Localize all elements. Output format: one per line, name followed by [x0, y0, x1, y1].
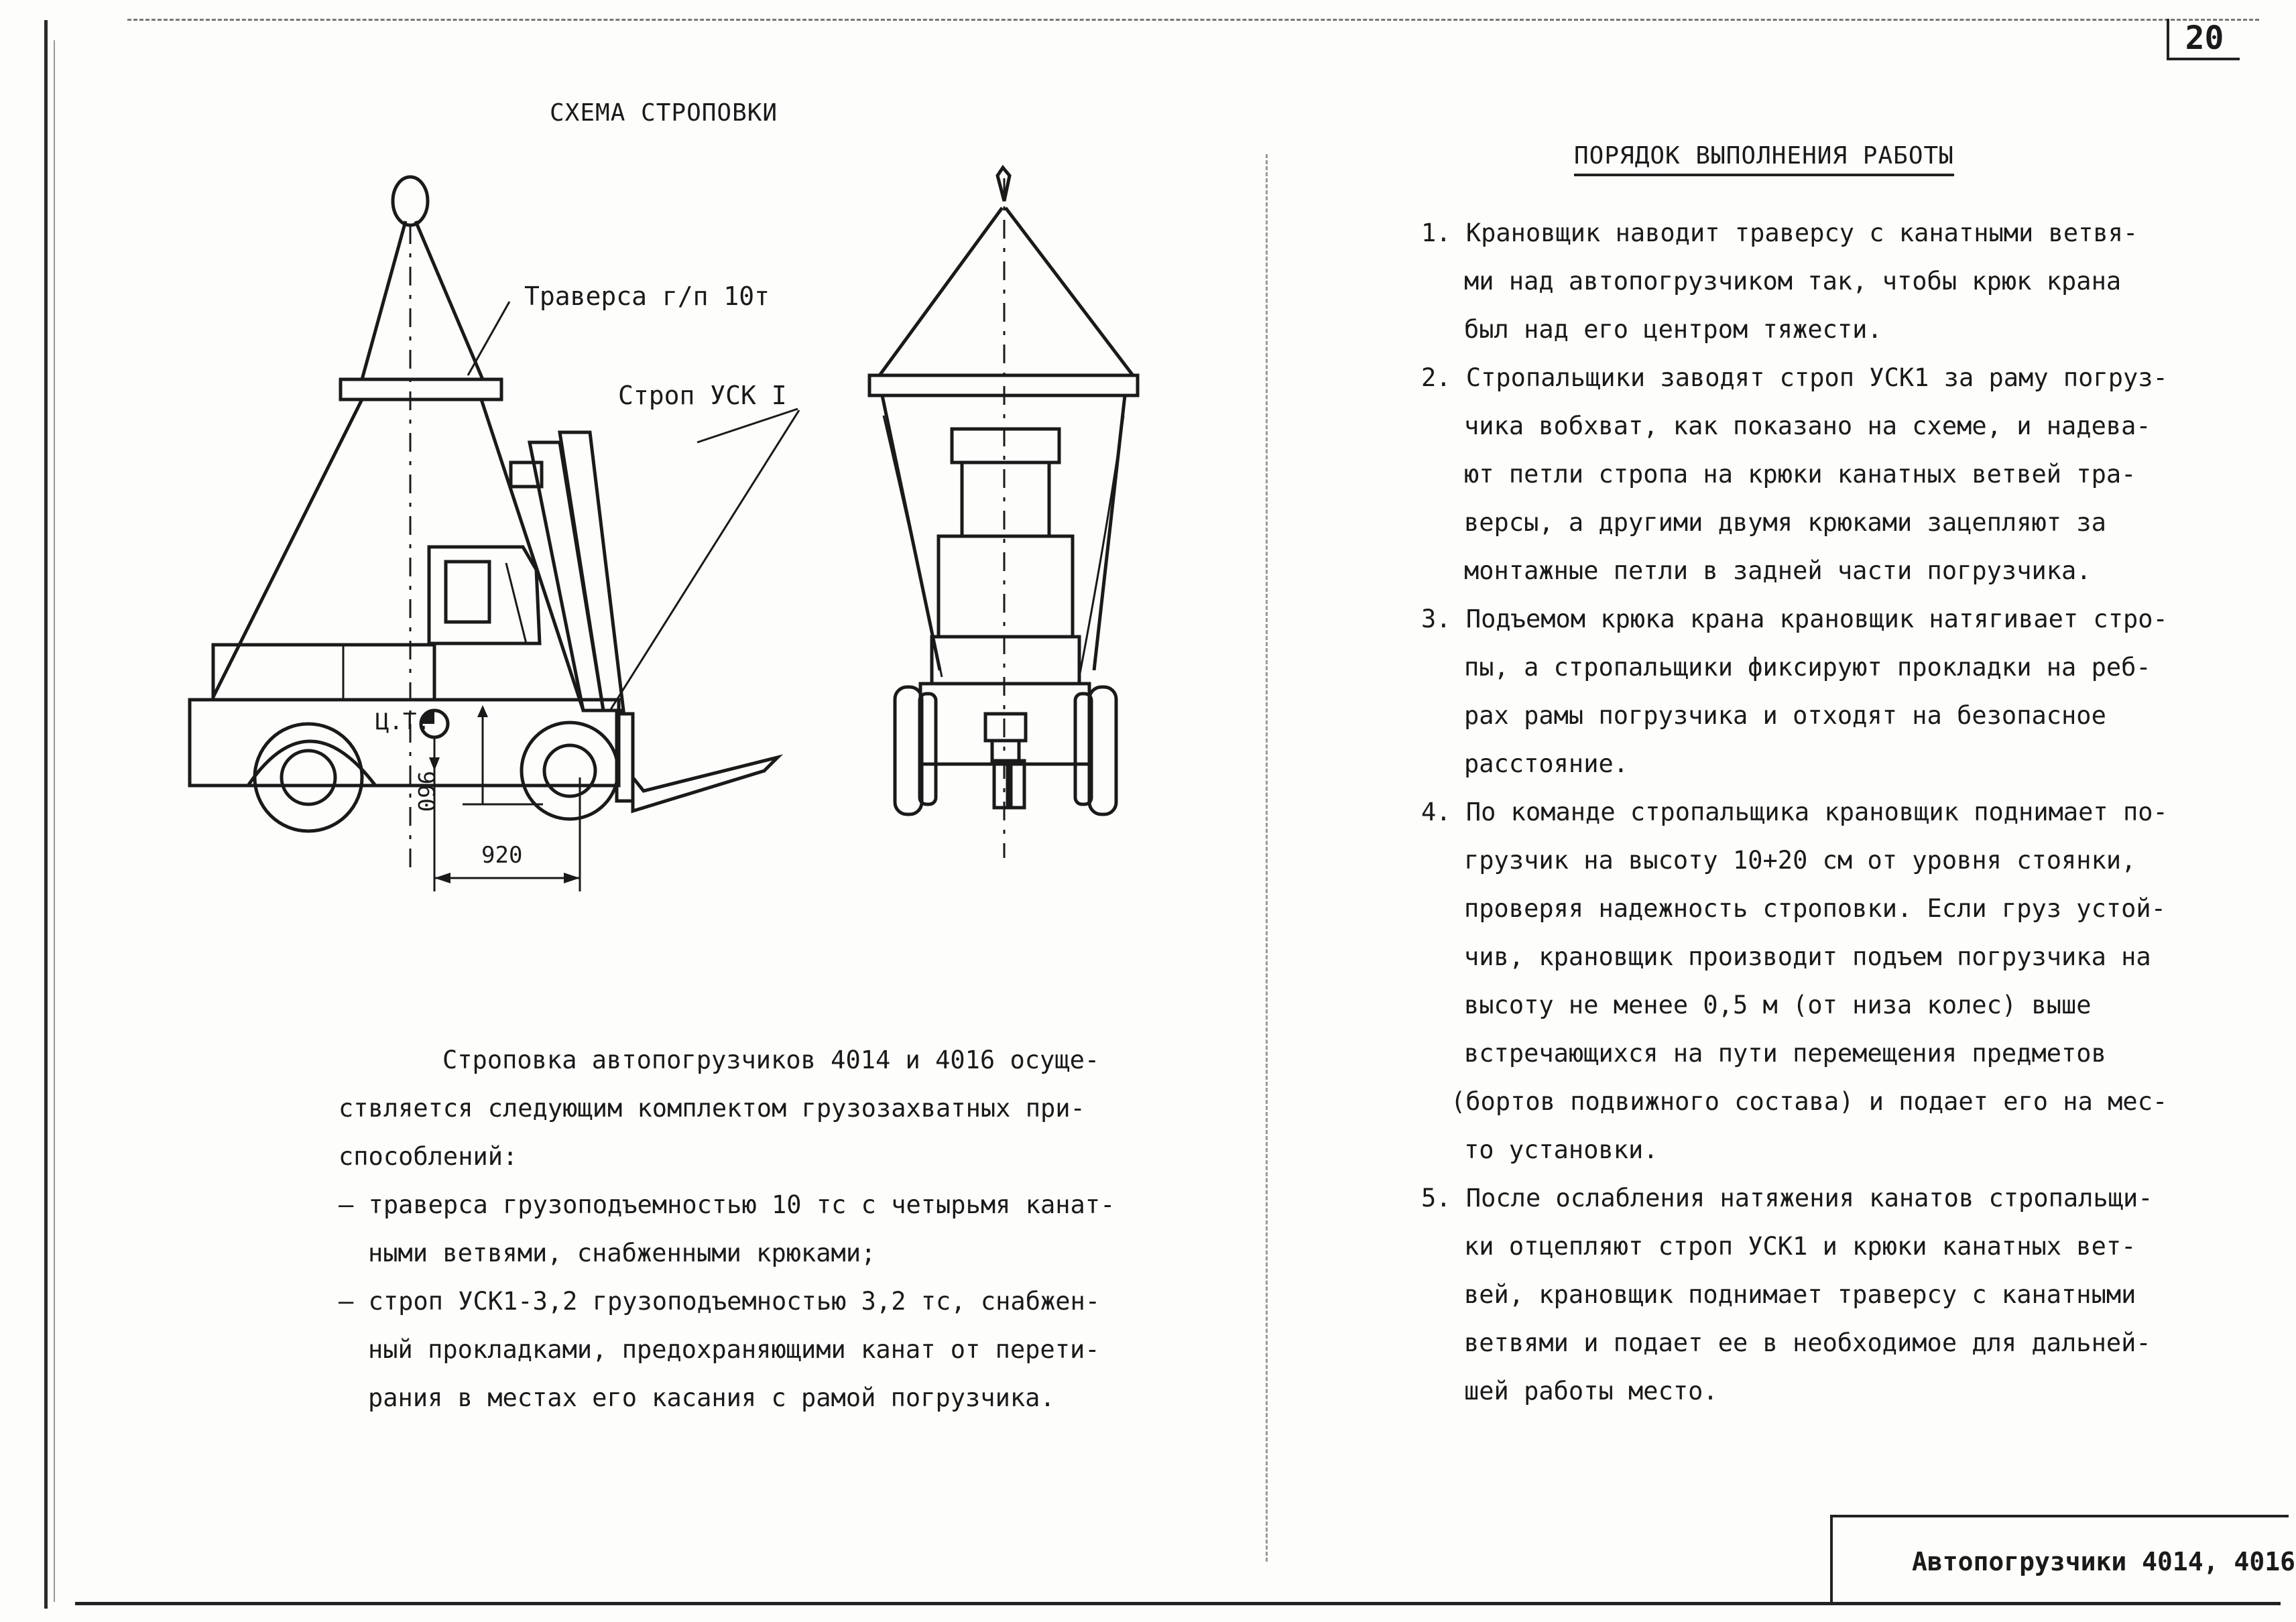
dim-vertical: 960: [412, 771, 439, 812]
step-line: грузчик на высоту 10+20 см от уровня стоянки,: [1464, 846, 2136, 875]
step-line: высоту не менее 0,5 м (от низа колес) выше: [1464, 991, 2092, 1019]
step-line: шей работы место.: [1464, 1377, 1718, 1406]
work-steps: [1421, 209, 2168, 1416]
dim-horizontal: 920: [481, 842, 523, 869]
step-line: версы, а другими двумя крюками зацепляют за: [1464, 508, 2106, 537]
diagram-title: СХЕМА СТРОПОВКИ: [550, 99, 778, 127]
step-line: После ослабления натяжения канатов стропальщи-: [1465, 1184, 2153, 1212]
step-4: [1421, 788, 2168, 1174]
list-item: ный прокладками, предохраняющими канат от перети-: [368, 1335, 1100, 1364]
step-line: ми над автопогрузчиком так, чтобы крюк крана: [1464, 267, 2122, 296]
step-line: монтажные петли в задней части погрузчика.: [1464, 556, 2092, 585]
step-line: рах рамы погрузчика и отходят на безопасное: [1464, 701, 2106, 730]
label-strop: Строп УСК I: [618, 381, 787, 410]
slinging-diagram: [0, 0, 1274, 938]
step-line: Подъемом крюка крана крановщик натягивает стро-: [1465, 605, 2168, 633]
step-line: (бортов подвижного состава) и подает его на мес-: [1451, 1087, 2168, 1116]
step-number: 2.: [1421, 363, 1451, 392]
step-line: ют петли стропа на крюки канатных ветвей тра-: [1464, 460, 2136, 489]
step-line: то установки.: [1464, 1135, 1658, 1164]
equipment-list: [339, 1181, 1115, 1422]
step-line: чика вобхват, как показано на схеме, и надева-: [1464, 412, 2151, 440]
list-item: – траверса грузоподъемностью 10 тс с четырьмя канат-: [339, 1190, 1115, 1219]
step-line: был над его центром тяжести.: [1464, 315, 1882, 344]
step-3: [1421, 595, 2168, 788]
step-number: 1.: [1421, 219, 1451, 247]
step-number: 5.: [1421, 1184, 1451, 1212]
step-line: ветвями и подает ее в необходимое для дальней-: [1464, 1328, 2151, 1357]
intro-line: ствляется следующим комплектом грузозахватных при-: [339, 1094, 1085, 1123]
step-number: 3.: [1421, 605, 1451, 633]
step-1: [1421, 209, 2168, 354]
list-item: – строп УСК1-3,2 грузоподъемностью 3,2 тс, снабжен-: [339, 1287, 1101, 1316]
section-heading: ПОРЯДОК ВЫПОЛНЕНИЯ РАБОТЫ: [1574, 142, 1954, 170]
intro-line: способлений:: [339, 1142, 518, 1171]
step-2: [1421, 354, 2168, 595]
step-line: По команде стропальщика крановщик поднимает по-: [1465, 798, 2168, 826]
stamp-text: Автопогрузчики 4014, 4016: [1912, 1547, 2295, 1576]
title-block-stamp: [1830, 1515, 2295, 1603]
step-line: Стропальщики заводят строп УСК1 за раму погруз-: [1465, 363, 2168, 392]
list-item: рания в местах его касания с рамой погрузчика.: [368, 1383, 1055, 1412]
step-5: [1421, 1174, 2168, 1416]
list-item: ными ветвями, снабженными крюками;: [368, 1239, 876, 1267]
step-line: Крановщик наводит траверсу с канатными ветвя-: [1465, 219, 2138, 247]
page-number: 20: [2167, 19, 2240, 60]
step-line: пы, а стропальщики фиксируют прокладки на реб-: [1464, 653, 2151, 682]
step-line: вей, крановщик поднимает траверсу с канатными: [1464, 1280, 2136, 1309]
label-center-gravity: Ц.Т.: [375, 708, 430, 735]
step-number: 4.: [1421, 798, 1451, 826]
step-line: чив, крановщик производит подъем погрузчика на: [1464, 942, 2151, 971]
intro-line: Строповка автопогрузчиков 4014 и 4016 осуще-: [442, 1046, 1100, 1074]
step-line: встречающихся на пути перемещения предметов: [1464, 1039, 2106, 1068]
label-traverse: Траверса г/п 10т: [524, 282, 770, 311]
step-line: расстояние.: [1464, 749, 1629, 778]
intro-paragraph: [339, 1036, 1099, 1181]
step-line: ки отцепляют строп УСК1 и крюки канатных вет-: [1464, 1232, 2136, 1261]
step-line: проверяя надежность строповки. Если груз устой-: [1464, 894, 2166, 923]
